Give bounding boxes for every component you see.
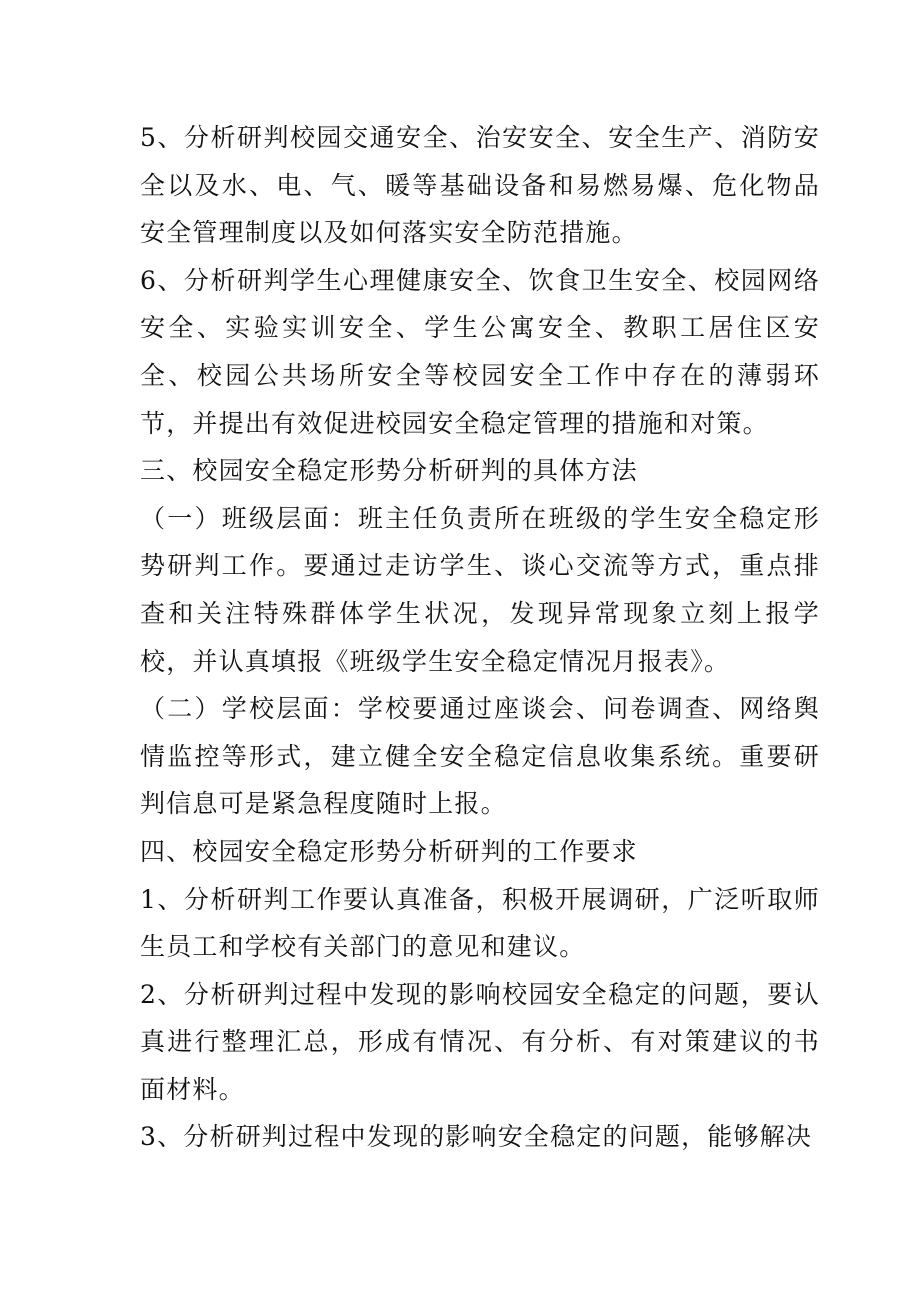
paragraph-item-2: 2、分析研判过程中发现的影响校园安全稳定的问题，要认真进行整理汇总，形成有情况、有分析、有对策建议的书面材料。: [140, 979, 820, 1104]
paragraph-item-3: 3、分析研判过程中发现的影响安全稳定的问题，能够解决: [140, 1122, 813, 1152]
paragraph-school-level: （二）学校层面：学校要通过座谈会、问卷调查、网络舆情监控等形式，建立健全安全稳定信息收集系统。重要研判信息可是紧急程度随时上报。: [140, 694, 820, 819]
section-heading-requirements: 四、校园安全稳定形势分析研判的工作要求: [140, 836, 638, 866]
paragraph-item-5: 5、分析研判校园交通安全、治安安全、安全生产、消防安全以及水、电、气、暖等基础设备和易燃易爆、危化物品安全管理制度以及如何落实安全防范措施。: [140, 123, 820, 248]
document-body: [140, 114, 820, 1161]
section-heading-methods: 三、校园安全稳定形势分析研判的具体方法: [140, 456, 638, 486]
paragraph-item-6: 6、分析研判学生心理健康安全、饮食卫生安全、校园网络安全、实验实训安全、学生公寓安全、教职工居住区安全、校园公共场所安全等校园安全工作中存在的薄弱环节，并提出有效促进校园安全稳定管理的措施和对策。: [140, 265, 820, 438]
paragraph-item-1: 1、分析研判工作要认真准备，积极开展调研，广泛听取师生员工和学校有关部门的意见和建议。: [140, 884, 820, 962]
paragraph-class-level: （一）班级层面：班主任负责所在班级的学生安全稳定形势研判工作。要通过走访学生、谈心交流等方式，重点排查和关注特殊群体学生状况，发现异常现象立刻上报学校，并认真填报《班级学生安全稳定情况月报表》。: [140, 503, 820, 676]
